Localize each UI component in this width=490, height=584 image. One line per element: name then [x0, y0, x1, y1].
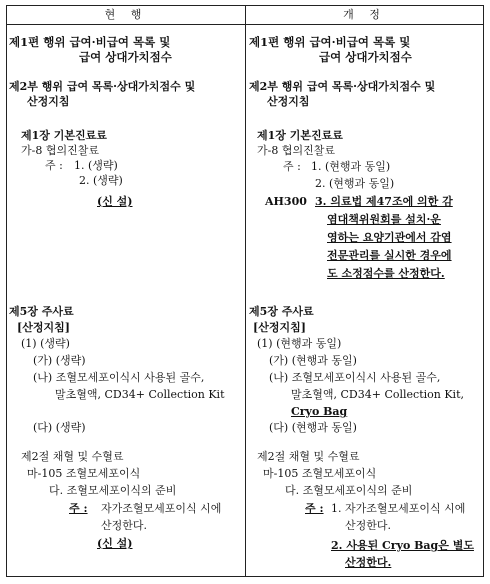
item-da-prep: 다. 조혈모세포이식의 준비 [49, 484, 177, 497]
note-label: 주 : [283, 160, 301, 173]
guide-item-na-line2: 말초혈액, CD34+ Collection Kit, [291, 388, 464, 401]
ah300-code: AH300 [265, 195, 307, 208]
guide-heading: [산정지침] [17, 321, 70, 334]
note1: 1. (생략) [74, 159, 118, 172]
title-line1: 제1편 행위 급여·비급여 목록 및 [9, 35, 171, 49]
new-setting-1: (신 설) [97, 195, 133, 208]
section2-heading: 제2절 채혈 및 수혈료 [257, 450, 360, 463]
item-ga8: 가-8 협의진찰료 [257, 144, 335, 157]
guide-item-da: (다) (현행과 동일) [269, 421, 357, 434]
item-ma105: 마-105 조혈모세포이식 [27, 467, 141, 480]
note2: 2. (생략) [79, 174, 123, 187]
guide-item-1: (1) (현행과 동일) [257, 337, 342, 350]
item-ma105: 마-105 조혈모세포이식 [263, 467, 377, 480]
part2-line2: 산정지침 [27, 95, 70, 108]
part2-line1: 제2부 행위 급여 목록·상대가치점수 및 [9, 80, 196, 93]
guide-item-da: (다) (생략) [33, 421, 86, 434]
ah300-line5: 도 소정점수를 산정한다. [327, 267, 445, 280]
ju-line2: 산정한다. [345, 519, 392, 532]
ju-label: 주 : [305, 502, 324, 515]
title-line2: 급여 상대가치점수 [319, 50, 412, 64]
header-divider [7, 24, 483, 25]
item-ga8: 가-8 협의진찰료 [21, 144, 99, 157]
ju-line2: 산정한다. [101, 519, 148, 532]
guide-item-na-line3: Cryo Bag [291, 405, 348, 418]
guide-item-ga: (가) (생략) [33, 354, 86, 367]
ah300-line2: 염대책위원회를 설치·운 [327, 213, 441, 226]
chapter5-heading: 제5장 주사료 [249, 305, 314, 318]
ju-label: 주 : [69, 502, 88, 515]
part2-line2: 산정지침 [267, 95, 310, 108]
ju-line1: 1. 자가조혈모세포이식 시에 [331, 502, 466, 515]
column-divider [245, 6, 246, 576]
header-revised: 개 정 [343, 8, 386, 21]
ju3-line1: 2. 사용된 Cryo Bag은 별도 [331, 539, 474, 552]
note-label: 주 : [45, 159, 63, 172]
ju-line1: 자가조혈모세포이식 시에 [101, 502, 222, 515]
note1: 1. (현행과 동일) [311, 160, 391, 173]
part2-line1: 제2부 행위 급여 목록·상대가치점수 및 [249, 80, 436, 93]
item-da-prep: 다. 조혈모세포이식의 준비 [285, 484, 413, 497]
note2: 2. (현행과 동일) [315, 177, 395, 190]
guide-item-1: (1) (생략) [21, 337, 70, 350]
title-line1: 제1편 행위 급여·비급여 목록 및 [249, 35, 411, 49]
ah300-line1: 3. 의료법 제47조에 의한 감 [315, 195, 453, 208]
comparison-table [6, 5, 484, 577]
ah300-line3: 영하는 요양기관에서 감염 [327, 231, 452, 244]
chapter1-heading: 제1장 기본진료료 [21, 129, 107, 142]
new-setting-2: (신 설) [97, 537, 133, 550]
ah300-line4: 전문관리를 실시한 경우에 [327, 249, 452, 262]
chapter1-heading: 제1장 기본진료료 [257, 129, 343, 142]
guide-item-na-line1: (나) 조혈모세포이식시 사용된 골수, [269, 371, 441, 384]
guide-item-ga: (가) (현행과 동일) [269, 354, 357, 367]
chapter5-heading: 제5장 주사료 [9, 305, 74, 318]
guide-heading: [산정지침] [253, 321, 306, 334]
header-current: 현 행 [104, 8, 148, 21]
guide-item-na-line2: 말초혈액, CD34+ Collection Kit [55, 388, 225, 401]
guide-item-na-line1: (나) 조혈모세포이식시 사용된 골수, [33, 371, 205, 384]
title-line2: 급여 상대가치점수 [79, 50, 172, 64]
ju3-line2: 산정한다. [345, 556, 392, 569]
section2-heading: 제2절 채혈 및 수혈료 [21, 450, 124, 463]
